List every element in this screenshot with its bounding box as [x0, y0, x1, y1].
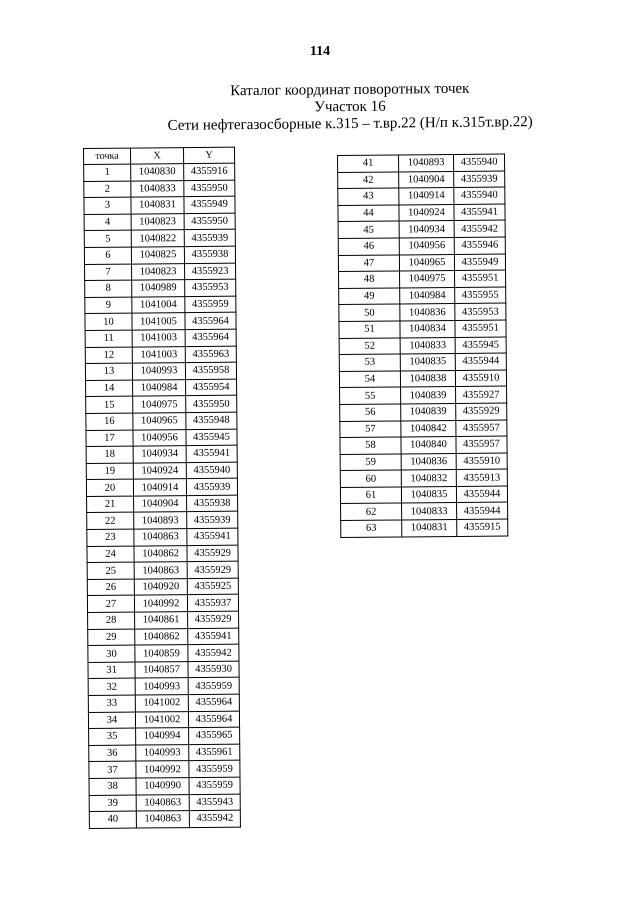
point-number: 54: [339, 371, 400, 388]
point-number: 24: [87, 546, 134, 563]
table-row: [89, 810, 240, 828]
point-number: 2: [84, 181, 131, 198]
x-coordinate: 1040832: [401, 470, 456, 487]
y-coordinate: 4355951: [455, 270, 506, 287]
point-number: 44: [338, 205, 399, 222]
table-row: [89, 727, 240, 745]
table-row: [338, 237, 505, 255]
x-coordinate: 1040924: [399, 204, 454, 221]
point-number: 45: [338, 221, 399, 238]
table-row: [89, 761, 240, 779]
y-coordinate: 4355964: [185, 329, 236, 346]
table-row: [88, 711, 239, 729]
y-coordinate: 4355961: [189, 744, 240, 761]
x-coordinate: 1040859: [135, 645, 188, 662]
table-row: [338, 204, 505, 222]
point-number: 49: [339, 288, 400, 305]
x-coordinate: 1040993: [136, 744, 189, 761]
table-row: [88, 661, 239, 679]
table-row: [339, 270, 506, 288]
y-coordinate: 4355944: [455, 353, 506, 370]
x-coordinate: 1040825: [131, 247, 184, 264]
point-number: 40: [89, 811, 136, 828]
table-row: [87, 561, 238, 579]
y-coordinate: 4355950: [186, 395, 237, 412]
x-coordinate: 1040984: [133, 379, 186, 396]
y-coordinate: 4355946: [454, 237, 505, 254]
table-row: [339, 337, 506, 355]
y-coordinate: 4355965: [189, 727, 240, 744]
x-coordinate: 1040934: [399, 221, 454, 238]
table-row: [85, 296, 236, 314]
x-coordinate: 1040975: [400, 271, 455, 288]
y-coordinate: 4355951: [455, 320, 506, 337]
x-coordinate: 1040831: [402, 520, 457, 537]
table-row: [340, 403, 507, 421]
y-coordinate: 4355953: [185, 279, 236, 296]
table-row: [87, 528, 238, 546]
y-coordinate: 4355938: [187, 495, 238, 512]
point-number: 11: [85, 330, 132, 347]
x-coordinate: 1040934: [133, 446, 186, 463]
point-number: 14: [86, 380, 133, 397]
point-number: 36: [89, 745, 136, 762]
table-row: [341, 519, 508, 537]
table-row: [84, 163, 235, 181]
table-row: [340, 486, 507, 504]
table-row: [84, 180, 235, 198]
table-row: [340, 453, 507, 471]
x-coordinate: 1040904: [399, 171, 454, 188]
x-coordinate: 1041003: [132, 346, 185, 363]
point-number: 57: [340, 420, 401, 437]
x-coordinate: 1040863: [136, 794, 189, 811]
y-coordinate: 4355949: [184, 196, 235, 213]
header-x: X: [131, 148, 184, 164]
y-coordinate: 4355944: [457, 502, 508, 519]
point-number: 20: [86, 479, 133, 496]
table-row: [339, 370, 506, 388]
table-row: [340, 469, 507, 487]
y-coordinate: 4355954: [186, 379, 237, 396]
y-coordinate: 4355959: [188, 678, 239, 695]
x-coordinate: 1040822: [131, 230, 184, 247]
table-row: [338, 187, 505, 205]
y-coordinate: 4355963: [185, 346, 236, 363]
x-coordinate: 1040975: [133, 396, 186, 413]
point-number: 4: [84, 214, 131, 231]
point-number: 26: [87, 579, 134, 596]
y-coordinate: 4355941: [187, 528, 238, 545]
point-number: 56: [340, 404, 401, 421]
y-coordinate: 4355945: [186, 429, 237, 446]
table-row: [86, 379, 237, 397]
point-number: 16: [86, 413, 133, 430]
x-coordinate: 1040893: [134, 512, 187, 529]
y-coordinate: 4355945: [455, 337, 506, 354]
x-coordinate: 1040990: [136, 778, 189, 795]
table-row: [339, 353, 506, 371]
table-row: [86, 395, 237, 413]
table-row: [88, 694, 239, 712]
point-number: 5: [84, 230, 131, 247]
table-row: [88, 678, 239, 696]
y-coordinate: 4355929: [188, 611, 239, 628]
point-number: 32: [88, 678, 135, 695]
x-coordinate: 1040893: [399, 154, 454, 171]
point-number: 28: [88, 612, 135, 629]
y-coordinate: 4355929: [456, 403, 507, 420]
table-header-row: [84, 147, 235, 164]
x-coordinate: 1040831: [131, 197, 184, 214]
x-coordinate: 1040842: [401, 420, 456, 437]
y-coordinate: 4355910: [455, 370, 506, 387]
header-point: точка: [84, 148, 131, 164]
x-coordinate: 1040823: [132, 263, 185, 280]
y-coordinate: 4355915: [457, 519, 508, 536]
x-coordinate: 1040836: [400, 304, 455, 321]
point-number: 62: [341, 503, 402, 520]
table-row: [89, 777, 240, 795]
y-coordinate: 4355925: [187, 578, 238, 595]
x-coordinate: 1040956: [399, 237, 454, 254]
table-row: [84, 230, 235, 248]
y-coordinate: 4355959: [189, 777, 240, 794]
x-coordinate: 1040836: [401, 453, 456, 470]
table-row: [87, 578, 238, 596]
y-coordinate: 4355939: [186, 478, 237, 495]
point-number: 51: [339, 321, 400, 338]
y-coordinate: 4355939: [184, 230, 235, 247]
table-row: [339, 320, 506, 338]
x-coordinate: 1040920: [134, 578, 187, 595]
x-coordinate: 1040914: [133, 479, 186, 496]
x-coordinate: 1040992: [134, 595, 187, 612]
header-y: Y: [184, 147, 235, 163]
table-row: [87, 595, 238, 613]
point-number: 60: [340, 470, 401, 487]
point-number: 55: [340, 387, 401, 404]
page-number: 114: [309, 44, 331, 59]
x-coordinate: 1040914: [399, 188, 454, 205]
y-coordinate: 4355940: [186, 462, 237, 479]
x-coordinate: 1040904: [134, 495, 187, 512]
table-row: [87, 545, 238, 563]
x-coordinate: 1040862: [135, 628, 188, 645]
point-number: 38: [89, 778, 136, 795]
x-coordinate: 1040838: [400, 370, 455, 387]
point-number: 22: [87, 513, 134, 530]
point-number: 35: [89, 728, 136, 745]
x-coordinate: 1040833: [131, 180, 184, 197]
x-coordinate: 1040994: [136, 728, 189, 745]
y-coordinate: 4355929: [187, 561, 238, 578]
table-row: [339, 303, 506, 321]
y-coordinate: 4355940: [454, 187, 505, 204]
x-coordinate: 1040839: [401, 387, 456, 404]
title-line-1: Каталог координат поворотных точек: [230, 80, 470, 100]
table-row: [89, 794, 240, 812]
x-coordinate: 1040993: [132, 363, 185, 380]
y-coordinate: 4355943: [189, 794, 240, 811]
x-coordinate: 1040863: [134, 562, 187, 579]
point-number: 8: [85, 280, 132, 297]
table-row: [338, 154, 505, 172]
table-row: [88, 611, 239, 629]
x-coordinate: 1041004: [132, 296, 185, 313]
point-number: 12: [85, 347, 132, 364]
point-number: 61: [340, 487, 401, 504]
point-number: 6: [84, 247, 131, 264]
title-line-2: Участок 16: [314, 98, 386, 116]
table-row: [85, 346, 236, 364]
x-coordinate: 1040993: [135, 678, 188, 695]
y-coordinate: 4355923: [185, 263, 236, 280]
table-row: [338, 254, 505, 272]
catalog-title: [150, 80, 551, 135]
y-coordinate: 4355942: [454, 220, 505, 237]
table-row: [85, 313, 236, 331]
coordinates-table-left: [83, 147, 241, 829]
point-number: 15: [86, 396, 133, 413]
table-row: [86, 478, 237, 496]
point-number: 42: [338, 172, 399, 189]
title-line-3: Сети нефтегазосборные к.315 – т.вр.22 (Н/п к.315т.вр.22): [167, 114, 533, 134]
point-number: 41: [338, 155, 399, 172]
point-number: 33: [88, 695, 135, 712]
table-row: [339, 287, 506, 305]
point-number: 9: [85, 297, 132, 314]
y-coordinate: 4355939: [454, 171, 505, 188]
x-coordinate: 1040924: [133, 462, 186, 479]
x-coordinate: 1040965: [399, 254, 454, 271]
point-number: 53: [339, 354, 400, 371]
x-coordinate: 1040839: [401, 403, 456, 420]
x-coordinate: 1040823: [131, 213, 184, 230]
table-row: [86, 445, 237, 463]
y-coordinate: 4355959: [185, 296, 236, 313]
x-coordinate: 1040857: [135, 661, 188, 678]
table-row: [338, 220, 505, 238]
x-coordinate: 1040863: [134, 529, 187, 546]
table-row: [88, 644, 239, 662]
table-row: [85, 263, 236, 281]
point-number: 29: [88, 629, 135, 646]
y-coordinate: 4355950: [184, 180, 235, 197]
y-coordinate: 4355940: [453, 154, 504, 171]
point-number: 59: [340, 454, 401, 471]
y-coordinate: 4355941: [186, 445, 237, 462]
y-coordinate: 4355958: [185, 362, 236, 379]
y-coordinate: 4355964: [188, 711, 239, 728]
y-coordinate: 4355910: [456, 453, 507, 470]
y-coordinate: 4355950: [184, 213, 235, 230]
point-number: 10: [85, 313, 132, 330]
point-number: 13: [85, 363, 132, 380]
coordinates-table-right: [337, 154, 508, 538]
table-row: [84, 213, 235, 231]
y-coordinate: 4355916: [184, 163, 235, 180]
point-number: 37: [89, 761, 136, 778]
x-coordinate: 1040984: [400, 287, 455, 304]
point-number: 3: [84, 197, 131, 214]
point-number: 43: [338, 188, 399, 205]
point-number: 34: [88, 712, 135, 729]
y-coordinate: 4355957: [456, 420, 507, 437]
point-number: 63: [341, 520, 402, 537]
x-coordinate: 1040835: [401, 486, 456, 503]
point-number: 58: [340, 437, 401, 454]
table-row: [338, 171, 505, 189]
y-coordinate: 4355941: [188, 628, 239, 645]
x-coordinate: 1040835: [400, 354, 455, 371]
table-row: [341, 502, 508, 520]
table-row: [340, 386, 507, 404]
x-coordinate: 1040861: [135, 612, 188, 629]
point-number: 25: [87, 562, 134, 579]
point-number: 47: [338, 255, 399, 272]
x-coordinate: 1041002: [135, 695, 188, 712]
y-coordinate: 4355941: [454, 204, 505, 221]
table-row: [86, 412, 237, 430]
x-coordinate: 1040840: [401, 437, 456, 454]
table-row: [340, 420, 507, 438]
x-coordinate: 1041002: [135, 711, 188, 728]
y-coordinate: 4355942: [188, 644, 239, 661]
x-coordinate: 1040834: [400, 320, 455, 337]
x-coordinate: 1040863: [136, 811, 189, 828]
y-coordinate: 4355964: [185, 313, 236, 330]
x-coordinate: 1040833: [400, 337, 455, 354]
table-row: [84, 246, 235, 264]
x-coordinate: 1040862: [134, 545, 187, 562]
y-coordinate: 4355955: [455, 287, 506, 304]
table-row: [85, 279, 236, 297]
y-coordinate: 4355964: [188, 694, 239, 711]
table-row: [86, 429, 237, 447]
point-number: 19: [86, 463, 133, 480]
point-number: 23: [87, 529, 134, 546]
y-coordinate: 4355938: [184, 246, 235, 263]
y-coordinate: 4355948: [186, 412, 237, 429]
x-coordinate: 1040956: [133, 429, 186, 446]
point-number: 31: [88, 662, 135, 679]
table-row: [84, 196, 235, 214]
table-row: [89, 744, 240, 762]
x-coordinate: 1041005: [132, 313, 185, 330]
table-row: [88, 628, 239, 646]
point-number: 17: [86, 430, 133, 447]
table-row: [85, 362, 236, 380]
y-coordinate: 4355944: [456, 486, 507, 503]
y-coordinate: 4355913: [456, 469, 507, 486]
x-coordinate: 1040989: [132, 280, 185, 297]
point-number: 46: [338, 238, 399, 255]
y-coordinate: 4355949: [454, 254, 505, 271]
x-coordinate: 1040965: [133, 413, 186, 430]
point-number: 48: [339, 271, 400, 288]
y-coordinate: 4355937: [187, 595, 238, 612]
table-row: [86, 462, 237, 480]
x-coordinate: 1040833: [402, 503, 457, 520]
y-coordinate: 4355929: [187, 545, 238, 562]
x-coordinate: 1040992: [136, 761, 189, 778]
table-row: [87, 512, 238, 530]
point-number: 18: [86, 446, 133, 463]
y-coordinate: 4355939: [187, 512, 238, 529]
point-number: 39: [89, 795, 136, 812]
x-coordinate: 1040830: [131, 164, 184, 181]
y-coordinate: 4355953: [455, 303, 506, 320]
y-coordinate: 4355930: [188, 661, 239, 678]
point-number: 1: [84, 164, 131, 181]
table-row: [87, 495, 238, 513]
y-coordinate: 4355927: [456, 386, 507, 403]
point-number: 30: [88, 645, 135, 662]
point-number: 21: [87, 496, 134, 513]
point-number: 27: [87, 596, 134, 613]
point-number: 50: [339, 304, 400, 321]
table-row: [340, 436, 507, 454]
y-coordinate: 4355942: [189, 810, 240, 827]
point-number: 7: [85, 264, 132, 281]
table-row: [85, 329, 236, 347]
y-coordinate: 4355959: [189, 761, 240, 778]
x-coordinate: 1041003: [132, 330, 185, 347]
point-number: 52: [339, 337, 400, 354]
y-coordinate: 4355957: [456, 436, 507, 453]
